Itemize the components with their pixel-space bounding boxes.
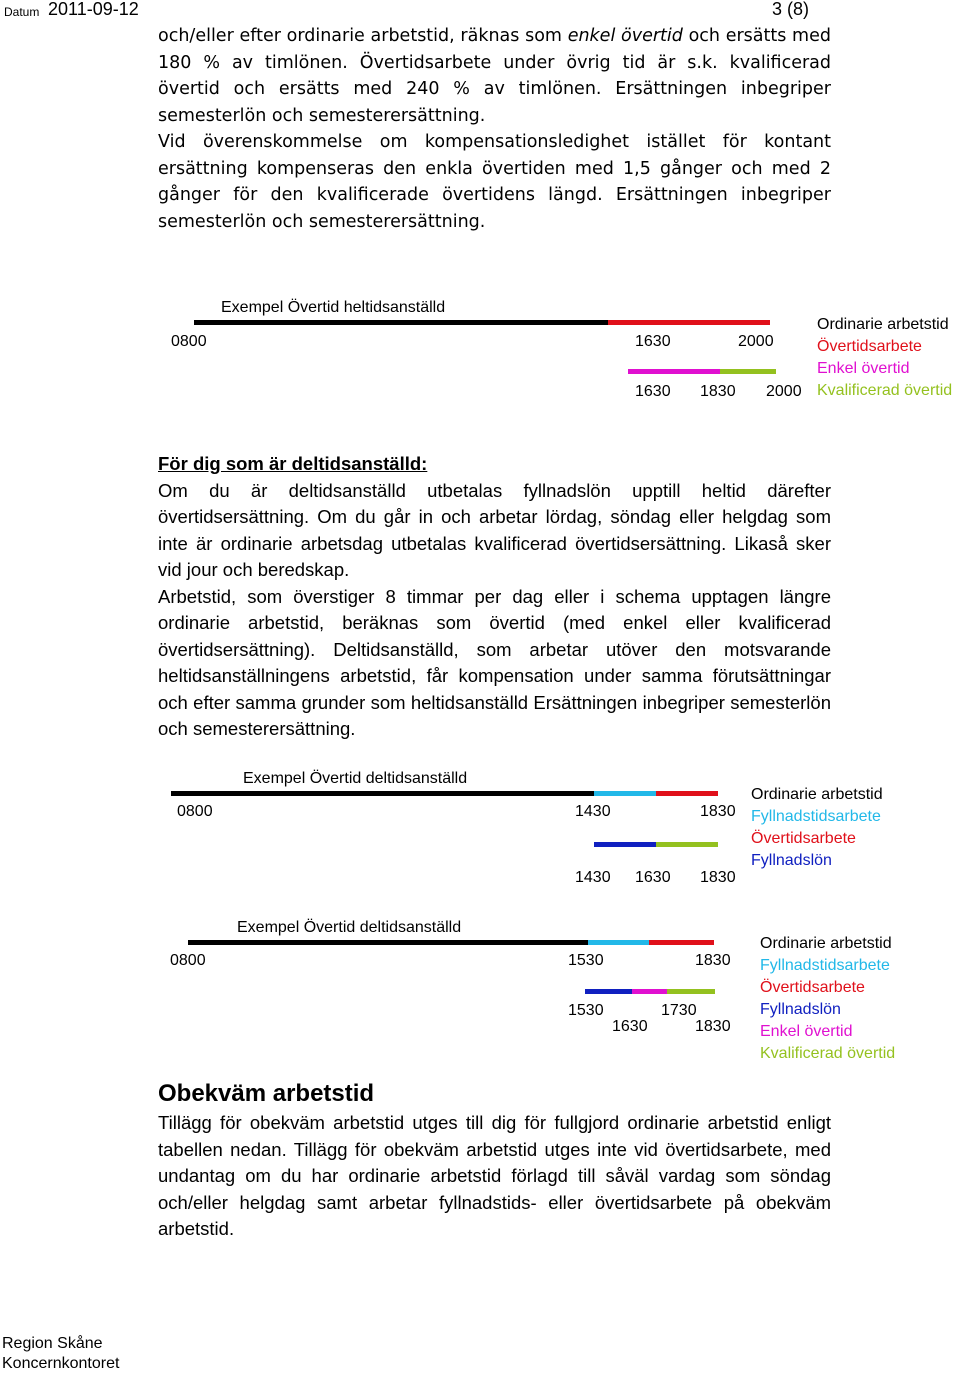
ordinary-time-bar (171, 791, 594, 796)
section-heading: För dig som är deltidsanställd: (158, 453, 428, 474)
legend-item: Fyllnadslön (751, 852, 832, 869)
time-label: 1830 (700, 383, 736, 400)
legend (817, 314, 952, 402)
time-label: 1630 (635, 333, 671, 350)
fill-pay-bar (585, 989, 632, 994)
time-label: 1830 (700, 869, 736, 886)
document-date: 2011-09-12 (48, 0, 139, 19)
legend-item: Enkel övertid (817, 360, 910, 377)
legend-item: Ordinarie arbetstid (751, 786, 883, 803)
footer-department: Koncernkontoret (2, 1355, 120, 1372)
time-label: 1630 (612, 1018, 648, 1035)
time-label: 1430 (575, 869, 611, 886)
legend-item: Övertidsarbete (817, 338, 922, 355)
footer-organization: Region Skåne (2, 1335, 103, 1352)
intro-paragraph-2: Vid överenskommelse om kompensationsledighet istället för kontant ersättning kompenseras den enkla övertiden med 1,5 gånger och med 2 gånger för den kvalificerade övertidens längd. Ersättningen inbegriper semesterlön och semesterersättning. (158, 132, 831, 232)
intro-paragraph-1: och/eller efter ordinarie arbetstid, räknas som enkel övertid och ersätts med 180 % av timlönen. Övertidsarbete under övrig tid är s.k. kvalificerad övertid och ersätts med 240 % av timlönen. Ersättningen inbegriper semesterlön och semesterersättning. (158, 26, 831, 126)
part-time-section (158, 451, 831, 743)
overtime-bar (649, 940, 714, 945)
legend-item: Kvalificerad övertid (760, 1045, 896, 1062)
legend-item: Övertidsarbete (760, 979, 865, 996)
ordinary-time-bar (194, 320, 608, 325)
simple-overtime-bar (628, 369, 720, 374)
legend-item: Enkel övertid (760, 1023, 853, 1040)
intro-section (158, 23, 831, 235)
simple-overtime-bar (632, 989, 667, 994)
inconvenient-paragraph: Tillägg för obekväm arbetstid utges till dig för fullgjord ordinarie arbetstid enligt tabellen nedan. Tillägg för obekväm arbetstid utges inte vid övertidsarbete, med undantag om du har ordinarie arbetstid förlagd till såväl vardag som söndag och/eller helgdag samt arbetar fyllnadstids- eller övertidsarbete på obekväm arbetstid. (158, 1112, 831, 1239)
time-label: 1630 (635, 383, 671, 400)
datum-label: Datum (4, 5, 40, 19)
overtime-bar (656, 791, 718, 796)
qualified-overtime-bar (667, 989, 715, 994)
time-label: 1830 (695, 952, 731, 969)
time-label: 2000 (766, 383, 802, 400)
time-label: 1830 (695, 1018, 731, 1035)
legend-item: Fyllnadslön (760, 1001, 841, 1018)
time-label: 0800 (177, 803, 213, 820)
time-label: 1530 (568, 952, 604, 969)
page-number: 3 (8) (772, 0, 810, 19)
time-label: 1430 (575, 803, 611, 820)
time-label: 2000 (738, 333, 774, 350)
legend (751, 784, 883, 872)
fill-pay-bar (594, 842, 656, 847)
example-title: Exempel Övertid heltidsanställd (221, 299, 446, 316)
example-title: Exempel Övertid deltidsanställd (243, 770, 468, 787)
qualified-overtime-bar (720, 369, 776, 374)
fill-time-bar (594, 791, 656, 796)
section-heading: Obekväm arbetstid (158, 1080, 375, 1107)
legend (760, 933, 895, 1065)
time-label: 1830 (700, 803, 736, 820)
time-label: 1530 (568, 1002, 604, 1019)
time-label: 0800 (171, 333, 207, 350)
qualified-overtime-bar (656, 842, 718, 847)
legend-item: Ordinarie arbetstid (817, 316, 949, 333)
time-label: 0800 (170, 952, 206, 969)
fill-time-bar (588, 940, 649, 945)
legend-item: Övertidsarbete (751, 830, 856, 847)
legend-item: Fyllnadstidsarbete (751, 808, 881, 825)
time-label: 1630 (635, 869, 671, 886)
example-title: Exempel Övertid deltidsanställd (237, 919, 462, 936)
ordinary-time-bar (188, 940, 588, 945)
enkel-overtid-emphasis: enkel övertid (567, 26, 683, 46)
legend-item: Ordinarie arbetstid (760, 935, 892, 952)
overtime-bar (608, 320, 770, 325)
legend-item: Kvalificerad övertid (817, 382, 953, 399)
part-time-paragraph-1: Om du är deltidsanställd utbetalas fyllnadslön upptill heltid därefter övertidsersättning. Om du går in och arbetar lördag, söndag eller helgdag som inte är ordinarie arbetsdag utbetalas kvalificerad övertidsersättning. Likaså sker vid jour och beredskap. (158, 479, 831, 580)
inconvenient-hours-section (158, 1078, 831, 1243)
legend-item: Fyllnadstidsarbete (760, 957, 890, 974)
part-time-paragraph-2: Arbetstid, som överstiger 8 timmar per dag eller i schema upptagen längre ordinarie arbetstid, beräknas som övertid (med enkel eller kvalificerad övertidsersättning). Deltidsanställd, som arbetar utöver den motsvarande heltidsanställningens arbetstid, får kompensation under samma förutsättningar och efter samma grunder som heltidsanställd Ersättningen inbegriper semesterlön och semesterersättning. (158, 585, 831, 739)
time-label: 1730 (661, 1002, 697, 1019)
